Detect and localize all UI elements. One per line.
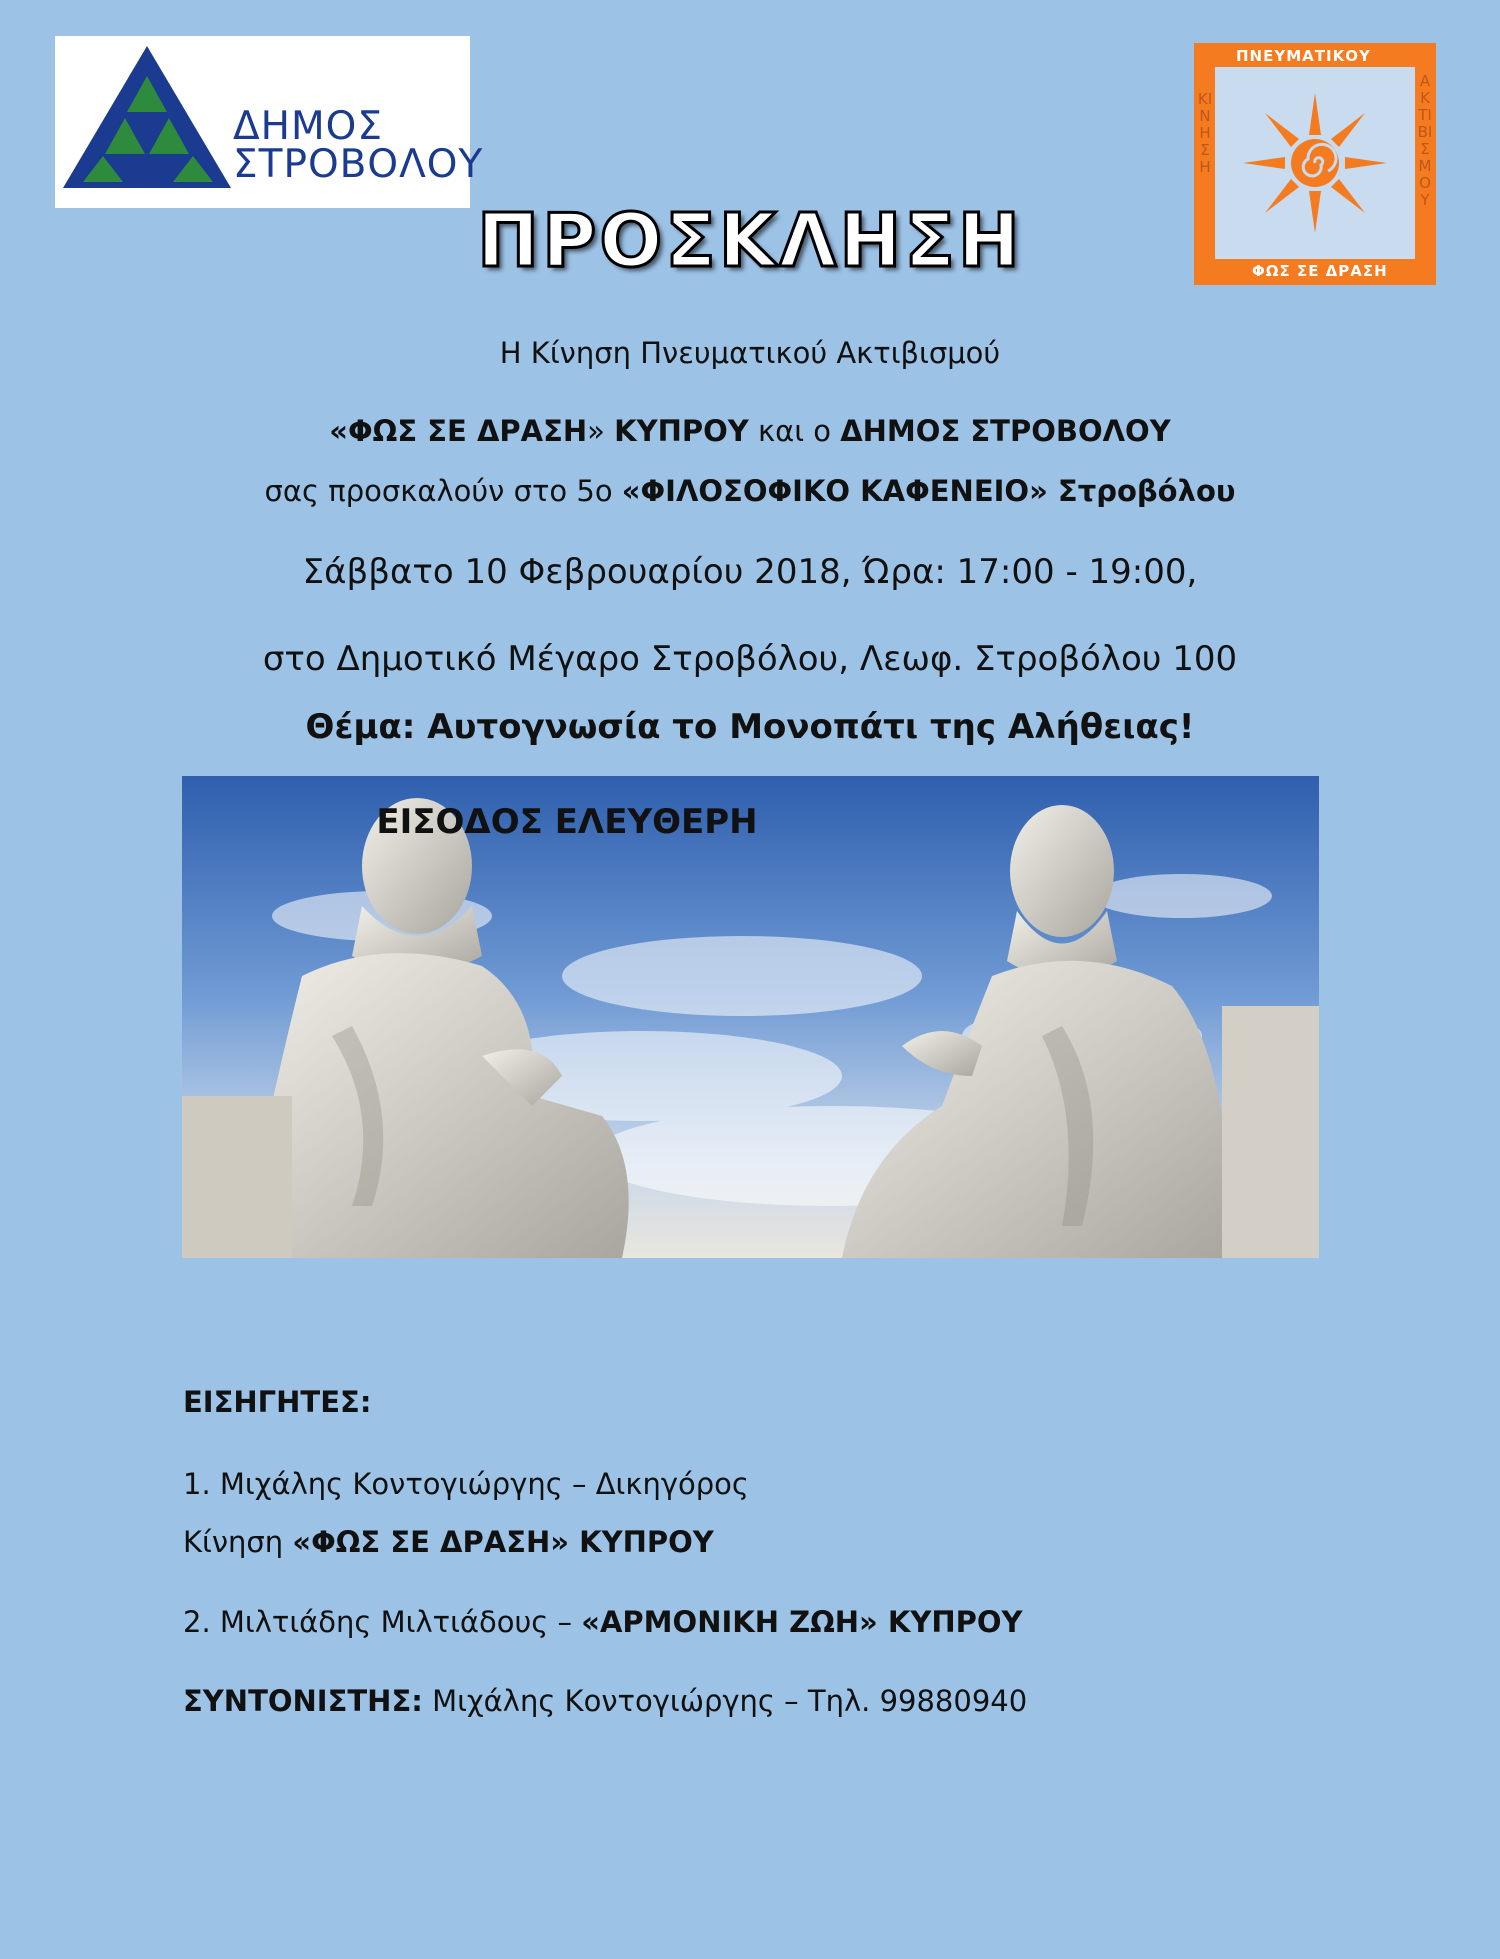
logo-text-line1: ΔΗΜΟΣ bbox=[233, 104, 383, 149]
philosophers-photo bbox=[182, 776, 1319, 1258]
speaker-1-line-2: Κίνηση «ΦΩΣ ΣΕ ΔΡΑΣΗ» ΚΥΠΡΟΥ bbox=[183, 1525, 714, 1559]
intro-line-2: «ΦΩΣ ΣΕ ΔΡΑΣΗ» ΚΥΠΡΟΥ και ο ΔΗΜΟΣ ΣΤΡΟΒΟΛΟΥ bbox=[329, 414, 1171, 448]
logo-bottom-text: ΦΩΣ ΣΕ ΔΡΑΣΗ bbox=[1252, 262, 1388, 280]
intro-line-3: σας προσκαλούν στο 5ο «ΦΙΛΟΣΟΦΙΚΟ ΚΑΦΕΝΕΙΟ» Στροβόλου bbox=[264, 474, 1236, 508]
speaker-1-line-1: 1. Μιχάλης Κοντογιώργης – Δικηγόρος bbox=[183, 1467, 749, 1501]
logo-right-vertical-text: ΑΚΤΙΒΙΣΜΟΥ bbox=[1417, 72, 1433, 209]
municipality-logo-text bbox=[233, 104, 484, 187]
topic-line: Θέμα: Αυτογνωσία το Μονοπάτι της Αλήθειας! bbox=[305, 707, 1195, 747]
logo-top-text: ΠΝΕΥΜΑΤΙΚΟΥ bbox=[1236, 47, 1371, 65]
venue-line: στο Δημοτικό Μέγαρο Στροβόλου, Λεωφ. Στροβόλου 100 bbox=[262, 639, 1238, 679]
speaker-2-line: 2. Μιλτιάδης Μιλτιάδους – «ΑΡΜΟΝΙΚΗ ΖΩΗ» ΚΥΠΡΟΥ bbox=[183, 1605, 1023, 1639]
date-line: Σάββατο 10 Φεβρουαρίου 2018, Ώρα: 17:00 - 19:00, bbox=[302, 552, 1198, 592]
page-title: ΠΡΟΣΚΛΗΣΗ bbox=[477, 198, 1023, 284]
logo-text-line2: ΣΤΡΟΒΟΛΟΥ bbox=[233, 142, 484, 187]
municipality-logo bbox=[55, 36, 484, 208]
logo-left-vertical-text: ΚΙΝΗΣΗ bbox=[1197, 90, 1213, 176]
coordinator-line: ΣΥΝΤΟΝΙΣΤΗΣ: Μιχάλης Κοντογιώργης – Τηλ. 99880940 bbox=[183, 1684, 1028, 1718]
free-entry-caption: ΕΙΣΟΔΟΣ ΕΛΕΥΘΕΡΗ bbox=[376, 802, 758, 842]
speakers-heading: ΕΙΣΗΓΗΤΕΣ: bbox=[183, 1385, 372, 1419]
intro-line-1: Η Κίνηση Πνευματικού Ακτιβισμού bbox=[499, 336, 1001, 370]
statues-image bbox=[182, 776, 1319, 1258]
